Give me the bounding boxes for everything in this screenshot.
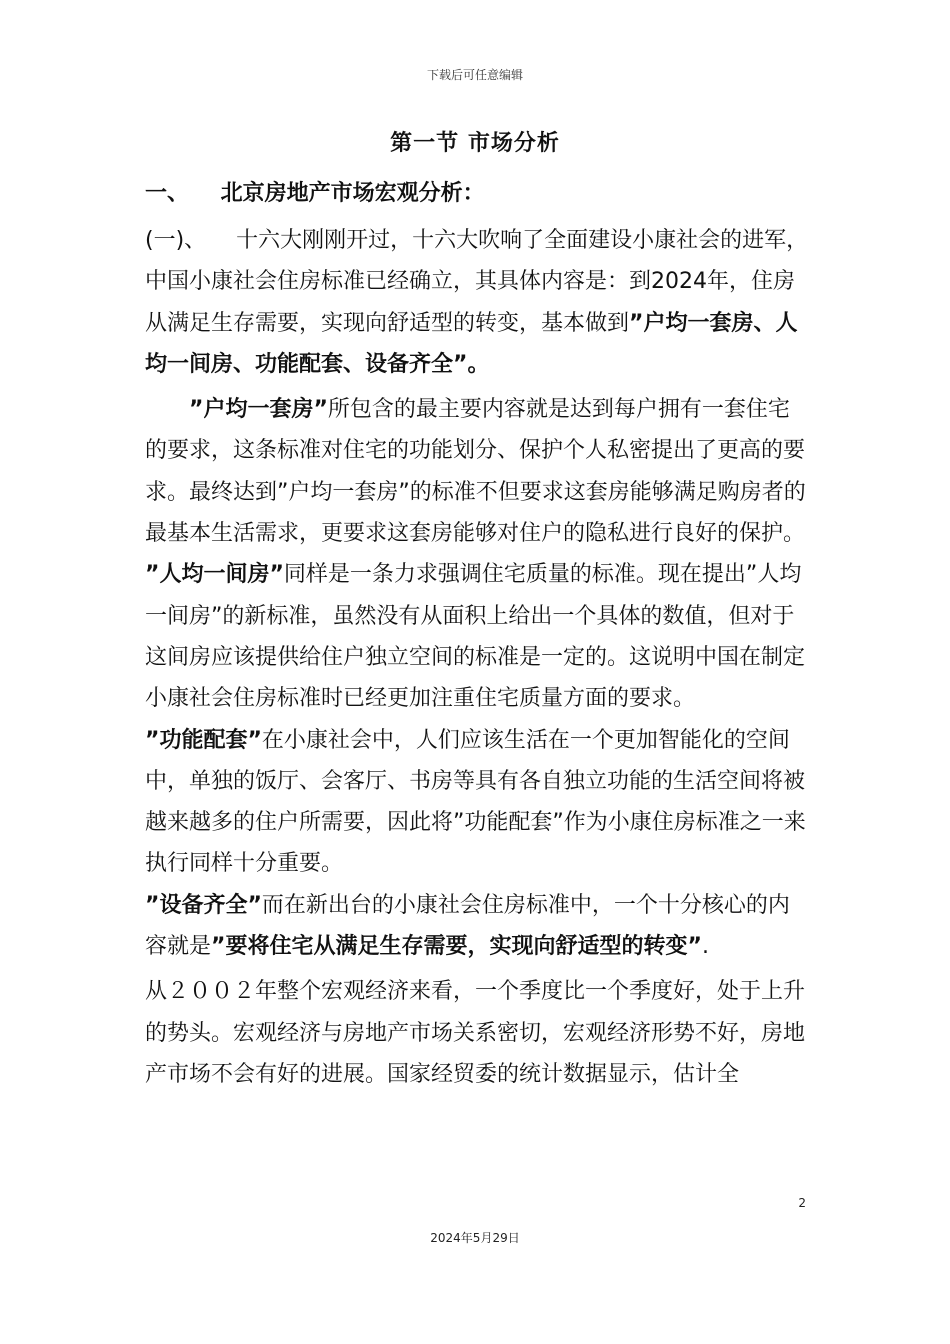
paragraph-1 — [145, 220, 810, 385]
section-number: 一、 — [145, 181, 190, 206]
page-number: 2 — [798, 1196, 806, 1210]
paragraph-4 — [145, 720, 810, 885]
paragraph-5-tail: . — [701, 934, 709, 960]
page-title: 第一节 市场分析 — [390, 131, 560, 156]
paragraph-3 — [145, 554, 810, 719]
paragraph-5-bold: ”设备齐全” — [145, 892, 262, 918]
paragraph-5-bold-2: ”要将住宅从满足生存需要，实现向舒适型的转变” — [211, 934, 702, 960]
section-heading-text: 北京房地产市场宏观分析： — [220, 181, 485, 206]
paragraph-3-text: 同样是一条力求强调住宅质量的标准。现在提出”人均一间房”的新标准，虽然没有从面积上给出一个具体的数值，但对于这间房应该提供给住户独立空间的标准是一定的。这说明中国在制定小康社会住房标准时已经更加注重住宅质量方面的要求。 — [145, 562, 806, 712]
paragraph-1-lead: (一)、 — [145, 228, 207, 253]
paragraph-2 — [145, 389, 810, 554]
paragraph-3-bold: ”人均一间房” — [145, 562, 284, 588]
paragraph-5-text: 而在新出台的小康社会住房标准中，一个十分核心的内容就是 — [145, 892, 790, 960]
paragraph-4-text: 在小康社会中，人们应该生活在一个更加智能化的空间中，单独的饭厅、会客厅、书房等具有各自独立功能的生活空间将被越来越多的住户所需要，因此将”功能配套”作为小康住房标准之一来执行同样十分重要。 — [145, 727, 806, 877]
section-heading — [145, 176, 485, 207]
document-body — [145, 220, 810, 1095]
paragraph-6 — [145, 971, 810, 1095]
paragraph-5 — [145, 885, 810, 968]
paragraph-4-bold: ”功能配套” — [145, 727, 262, 753]
paragraph-1-bold: ”户均一套房、人均一间房、功能配套、设备齐全”。 — [145, 310, 798, 377]
footer-date: 2024年5月29日 — [430, 1231, 520, 1245]
paragraph-2-text: 所包含的最主要内容就是达到每户拥有一套住宅的要求，这条标准对住宅的功能划分、保护个人私密提出了更高的要求。最终达到”户均一套房”的标准不但要求这套房能够满足购房者的最基本生活需求，更要求这套房能够对住户的隐私进行良好的保护。 — [145, 397, 806, 547]
paragraph-1-text: 十六大刚刚开过，十六大吹响了全面建设小康社会的进军，中国小康社会住房标准已经确立，其具体内容是：到2024年，住房从满足生存需要，实现向舒适型的转变，基本做到 — [145, 228, 809, 336]
header-note: 下载后可任意编辑 — [426, 68, 523, 82]
paragraph-2-bold: ”户均一套房” — [189, 397, 328, 423]
paragraph-6-text: 从２００２年整个宏观经济来看，一个季度比一个季度好，处于上升的势头。宏观经济与房地产市场关系密切，宏观经济形势不好，房地产市场不会有好的进展。国家经贸委的统计数据显示，估计全 — [145, 979, 806, 1087]
